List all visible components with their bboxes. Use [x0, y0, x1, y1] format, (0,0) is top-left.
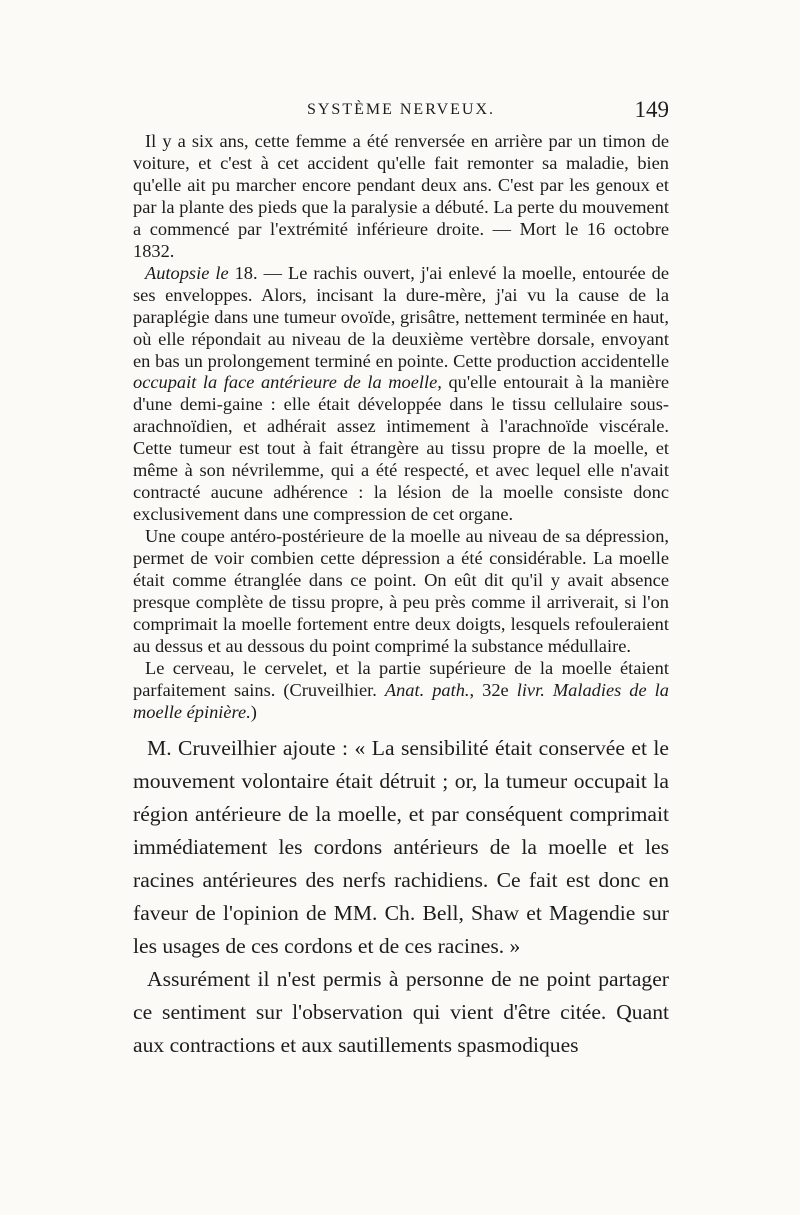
autopsy-text-a: 18. — Le rachis ouvert, j'ai enlevé la moelle, entourée de ses enveloppes. Alors, incisant la dure-mère, j'ai vu la cause de la paraplégie dans une tumeur ovoïde, grisâtre, nettement terminée en haut, où elle répondait au niveau de la deuxième vertèbre dorsale, envoyant en bas un prolongement terminé en pointe. Cette production accidentelle [133, 262, 669, 371]
paragraph-citation [133, 658, 669, 724]
citation-text-b: , 32e [469, 679, 517, 700]
citation-text-c: ) [250, 701, 257, 722]
page-body [133, 131, 669, 1062]
page-header [133, 97, 669, 127]
case-report [133, 131, 669, 724]
paragraph-autopsy [133, 263, 669, 526]
paragraph-section: Une coupe antéro-postérieure de la moelle au niveau de sa dépression, permet de voir combien cette dépression a été considérable. La moelle était comme étranglée dans ce point. On eût dit qu'il y avait absence presque complète de tissu propre, à peu près comme il arriverait, si l'on comprimait la moelle fortement entre deux doigts, lesquels refouleraient au dessus et au dessous du point comprimé la substance médullaire. [133, 526, 669, 656]
paragraph-history: Il y a six ans, cette femme a été renversée en arrière par un timon de voiture, et c'est à cet accident qu'elle fait remonter sa maladie, bien qu'elle ait pu marcher encore pendant deux ans. C'est par les genoux et par la plante des pieds que la paralysie a débuté. La perte du mouvement a commencé par l'extrémité inférieure droite. — Mort le 16 octobre 1832. [133, 131, 669, 261]
citation-work: Anat. path. [384, 679, 470, 700]
page-number: 149 [634, 97, 669, 122]
autopsy-lead: Autopsie le [145, 262, 229, 283]
autopsy-text-b: qu'elle entourait à la manière d'une demi-gaine : elle était développée dans le tissu cellulaire sous-arachnoïdien, et adhérait assez intimement à l'arachnoïde viscérale. Cette tumeur est tout à fait étrangère au tissu propre de la moelle, et même à son névrilemme, qui a été respecté, et avec lequel elle n'avait contracté aucune adhérence : la lésion de la moelle consiste donc exclusivement dans une compression de cet organe. [133, 372, 669, 525]
citation-text-a: Le cerveau, le cervelet, et la partie supérieure de la moelle étaient parfaitement sains. (Cruveilhier. [133, 657, 669, 700]
citation-section: livr. Maladies de la moelle épinière. [133, 679, 669, 722]
autopsy-emphasis: occupait la face antérieure de la moelle, [133, 372, 442, 393]
author-commentary [133, 732, 669, 1062]
paragraph-quote: M. Cruveilhier ajoute : « La sensibilité était conservée et le mouvement volontaire était détruit ; or, la tumeur occupait la région antérieure de la moelle, et par conséquent comprimait immédiatement les cordons antérieurs de la moelle et les racines antérieures des nerfs rachidiens. Ce fait est donc en faveur de l'opinion de MM. Ch. Bell, Shaw et Magendie sur les usages de ces cordons et de ces racines. » [133, 735, 669, 958]
running-title: SYSTÈME NERVEUX. [306, 101, 496, 118]
paragraph-conclusion: Assurément il n'est permis à personne de ne point partager ce sentiment sur l'observation qui vient d'être citée. Quant aux contractions et aux sautillements spasmodiques [133, 966, 669, 1057]
